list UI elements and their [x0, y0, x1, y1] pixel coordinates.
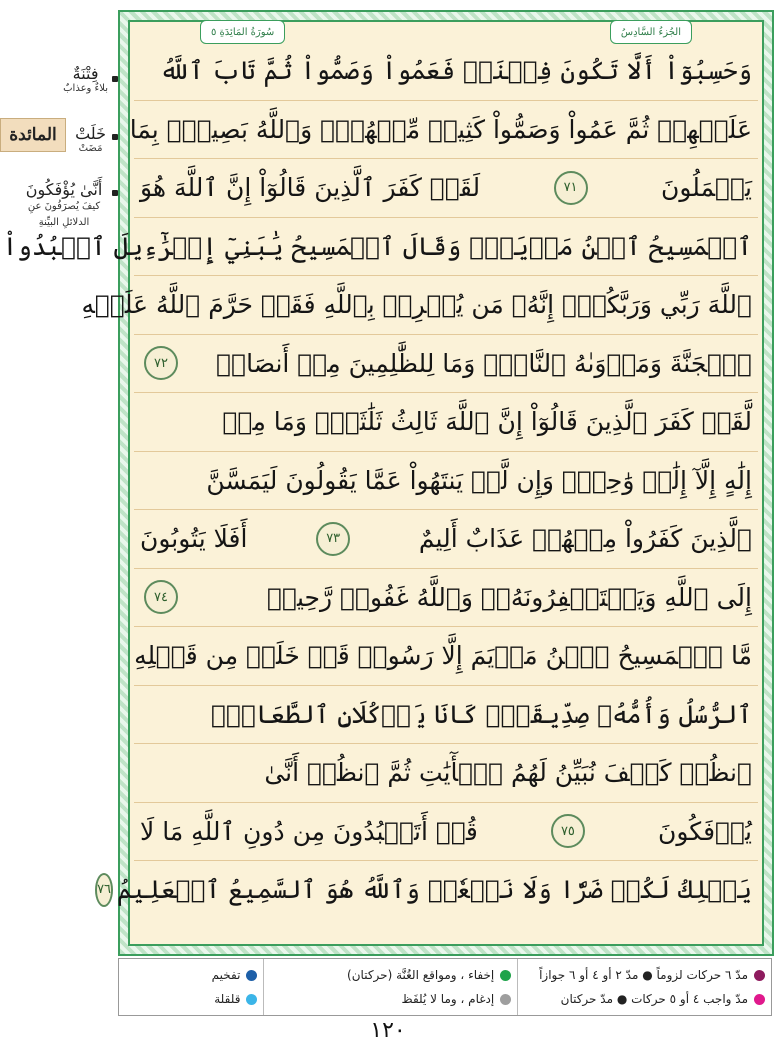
legend-item	[524, 992, 765, 1006]
surah-name-tab: المائدة	[0, 118, 66, 152]
verse-line	[134, 159, 758, 218]
verse-text: ٱلۡجَنَّةَ وَمَأۡوَىٰهُ ٱلنَّارُۖ وَمَا لِلظَّٰلِمِينَ مِنۡ أَنصَارٖ	[216, 348, 752, 378]
gloss-meaning: مَضَتْ	[78, 143, 103, 154]
ayah-number-marker: ٧٤	[144, 580, 178, 614]
legend-item	[125, 968, 257, 982]
ayah-number-marker: ٧١	[554, 171, 588, 205]
legend-label: قلقلة	[214, 992, 241, 1006]
verse-text: أَفَلَا يَتُوبُونَ	[140, 524, 248, 554]
ayah-number-marker: ٧٢	[144, 346, 178, 380]
tajweed-legend	[118, 958, 772, 1016]
verse-text: لَّقَدۡ كَفَرَ ٱلَّذِينَ قَالُوٓاْ إِنَّ ٱللَّهَ ثَالِثُ ثَلَٰثَةٖۘ وَمَا مِنۡ	[222, 407, 752, 437]
header-surah-label: سُورَةُ المَائِدَةِ ٥	[200, 20, 285, 44]
verse-line	[134, 627, 758, 686]
verse-text: يَمۡلِكُ لَكُمۡ ضَرّٗا وَلَا نَفۡعٗاۚ وَٱللَّهُ هُوَ ٱلسَّمِيعُ ٱلۡعَلِيمُ	[117, 875, 752, 905]
verse-line	[134, 452, 758, 511]
gloss-word: فِتْنَةٌ	[72, 64, 99, 83]
gloss-sidebar	[0, 40, 120, 380]
header-juz-label: الجُزءُ السَّادِسُ	[610, 20, 692, 44]
gloss-item	[63, 64, 108, 94]
gloss-meaning: بلاءٌ وعذابٌ	[63, 83, 108, 94]
legend-item	[524, 968, 765, 982]
legend-dot-icon	[754, 994, 765, 1005]
legend-item	[270, 992, 511, 1006]
legend-item	[270, 968, 511, 982]
verse-line	[134, 335, 758, 394]
gloss-word: أَنَّىٰ يُؤْفَكُونَ	[25, 180, 103, 199]
legend-item	[125, 992, 257, 1006]
gloss-item	[75, 124, 106, 154]
legend-label: تفخيم	[211, 968, 241, 982]
legend-label: مدّ ٦ حركات لزوماً ● مدّ ٢ أو ٤ أو ٦ جوازاً	[539, 968, 748, 982]
verse-line	[134, 744, 758, 803]
verse-text: ٱللَّهَ رَبِّي وَرَبَّكُمۡۖ إِنَّهُۥ مَن يُشۡرِكۡ بِٱللَّهِ فَقَدۡ حَرَّمَ ٱللَّهُ عَلَيۡهِ	[81, 290, 752, 320]
legend-dot-icon	[500, 994, 511, 1005]
verse-text: إِلَى ٱللَّهِ وَيَسۡتَغۡفِرُونَهُۥۚ وَٱللَّهُ غَفُورٞ رَّحِيمٞ	[267, 582, 752, 612]
verse-text: يَعۡمَلُونَ	[661, 173, 752, 203]
verse-text: يُؤۡفَكُونَ	[658, 816, 752, 846]
gloss-meaning: كيفَ يُصرَفُونَ عنِ الدلائلِ البيِّنةِ	[27, 201, 101, 228]
verse-text: إِلَٰهٍ إِلَّآ إِلَٰهٞ وَٰحِدٞۚ وَإِن لَّمۡ يَنتَهُواْ عَمَّا يَقُولُونَ لَيَمَسَّنَّ	[206, 465, 752, 495]
legend-dot-icon	[246, 970, 257, 981]
legend-label: إخفاء ، ومواقع الغُنَّة (حركتان)	[347, 968, 495, 982]
verse-text: ٱلۡمَسِيحُ ٱبۡنُ مَرۡيَمَۖ وَقَالَ ٱلۡمَسِيحُ يَٰبَنِيٓ إِسۡرَٰٓءِيلَ ٱعۡبُدُواْ	[2, 231, 752, 261]
legend-dot-icon	[754, 970, 765, 981]
verse-text: وَحَسِبُوٓاْ أَلَّا تَكُونَ فِتۡنَةٞ فَعَمُواْ وَصَمُّواْ ثُمَّ تَابَ ٱللَّهُ	[159, 56, 752, 86]
verse-line	[2, 218, 758, 277]
verse-line	[134, 686, 758, 745]
ayah-number-marker: ٧٣	[316, 522, 350, 556]
verse-line	[134, 42, 758, 101]
verse-text: ٱنظُرۡ كَيۡفَ نُبَيِّنُ لَهُمُ ٱلۡأٓيَٰتِ ثُمَّ ٱنظُرۡ أَنَّىٰ	[264, 758, 752, 788]
verse-text: لَقَدۡ كَفَرَ ٱلَّذِينَ قَالُوٓاْ إِنَّ ٱللَّهَ هُوَ	[140, 173, 481, 203]
verse-text: قُلۡ أَتَعۡبُدُونَ مِن دُونِ ٱللَّهِ مَا لَا	[140, 816, 478, 846]
verse-line	[134, 393, 758, 452]
verse-line	[134, 803, 758, 862]
legend-label: إدغام ، وما لا يُلفَظ	[401, 992, 495, 1006]
verse-line	[81, 276, 758, 335]
ayah-number-marker: ٧٦	[95, 873, 113, 907]
verse-text: عَلَيۡهِمۡ ثُمَّ عَمُواْ وَصَمُّواْ كَثِيرٞ مِّنۡهُمۡۚ وَٱللَّهُ بَصِيرُۢ بِمَا	[129, 114, 752, 144]
verse-text: ٱلرُّسُلُ وَأُمُّهُۥ صِدِّيقَةٞۖ كَانَا يَأۡكُلَانِ ٱلطَّعَامَۗ	[211, 699, 752, 729]
verse-line	[134, 510, 758, 569]
legend-column	[517, 959, 771, 1015]
page-number: ١٢٠	[370, 1018, 406, 1043]
legend-label: مدّ واجب ٤ أو ٥ حركات ● مدّ حركتان	[560, 992, 748, 1006]
ayah-number-marker: ٧٥	[551, 814, 585, 848]
verse-text: ٱلَّذِينَ كَفَرُواْ مِنۡهُمۡ عَذَابٌ أَلِيمٌ	[418, 524, 752, 554]
verse-line	[97, 861, 758, 919]
legend-column	[263, 959, 517, 1015]
legend-dot-icon	[500, 970, 511, 981]
gloss-word: خَلَتْ	[75, 124, 106, 143]
verse-line	[134, 569, 758, 628]
verse-line	[129, 101, 758, 160]
legend-dot-icon	[246, 994, 257, 1005]
gloss-item	[20, 180, 108, 231]
legend-column	[119, 959, 263, 1015]
verse-text: مَّا ٱلۡمَسِيحُ ٱبۡنُ مَرۡيَمَ إِلَّا رَسُولٞ قَدۡ خَلَتۡ مِن قَبۡلِهِ	[134, 641, 752, 671]
